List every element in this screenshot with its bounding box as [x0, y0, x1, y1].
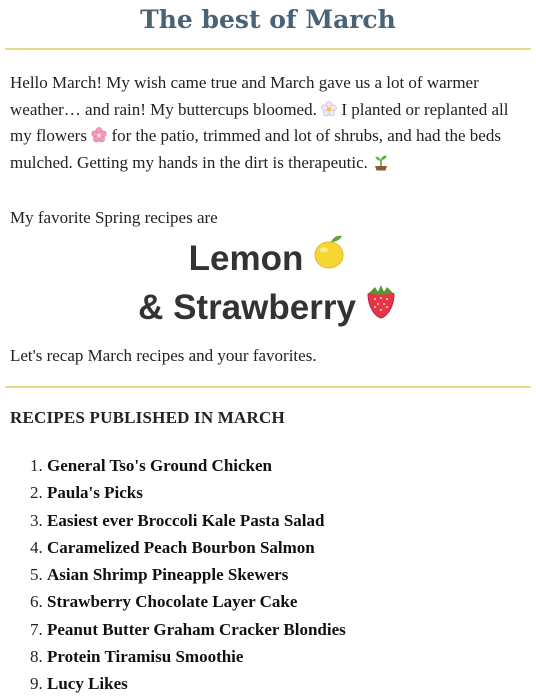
cherry-blossom-icon — [91, 127, 107, 145]
seedling-icon — [372, 154, 390, 172]
recipe-link[interactable]: Caramelized Peach Bourbon Salmon — [47, 537, 315, 557]
headline-line-2 — [0, 285, 536, 334]
list-item — [47, 670, 536, 697]
strawberry-icon — [364, 282, 398, 331]
intro-text-1: Hello March! My wish came true and March gave us a lot of warmer weather… and rain! My buttercups bloomed. — [10, 73, 479, 119]
list-item — [47, 534, 536, 561]
post-title: The best of March — [140, 5, 396, 34]
recap-text: Let's recap March recipes and your favorites. — [10, 346, 317, 365]
intro-text-3: for the patio, trimmed and lot of shrubs, and had the beds mulched. Getting my hands in the dirt is therapeutic. — [10, 126, 501, 172]
list-item — [47, 616, 536, 643]
headline-lemon-text: Lemon — [188, 238, 304, 278]
recipe-list — [0, 452, 536, 698]
intro-text-2: I planted or replanted all my flowers — [10, 99, 509, 145]
list-item — [47, 643, 536, 670]
white-flower-icon — [321, 101, 337, 119]
recipe-link[interactable]: Paula's Picks — [47, 483, 143, 503]
list-item — [47, 479, 536, 506]
recipes-section-heading: RECIPES PUBLISHED IN MARCH — [10, 408, 285, 427]
headline-line-1 — [0, 236, 536, 285]
lemon-icon — [311, 233, 347, 282]
intro-paragraph — [10, 70, 526, 176]
title-divider — [5, 48, 531, 50]
headline-strawberry-text: & Strawberry — [138, 287, 356, 327]
recipe-link[interactable]: Lucy Likes — [47, 674, 128, 694]
recipe-link[interactable]: General Tso's Ground Chicken — [47, 456, 272, 475]
recipe-link[interactable]: Easiest ever Broccoli Kale Pasta Salad — [47, 510, 325, 530]
list-item — [47, 507, 536, 534]
featured-flavors-headline — [0, 236, 536, 334]
section-divider — [5, 386, 531, 388]
recipe-link[interactable]: Strawberry Chocolate Layer Cake — [47, 592, 298, 612]
list-item — [47, 588, 536, 615]
recipe-link[interactable]: Peanut Butter Graham Cracker Blondies — [47, 619, 346, 639]
list-item — [47, 452, 536, 479]
recipe-link[interactable]: Protein Tiramisu Smoothie — [47, 647, 244, 667]
favorites-text: My favorite Spring recipes are — [10, 208, 218, 227]
list-item — [47, 561, 536, 588]
recipe-link[interactable]: Asian Shrimp Pineapple Skewers — [47, 565, 289, 585]
